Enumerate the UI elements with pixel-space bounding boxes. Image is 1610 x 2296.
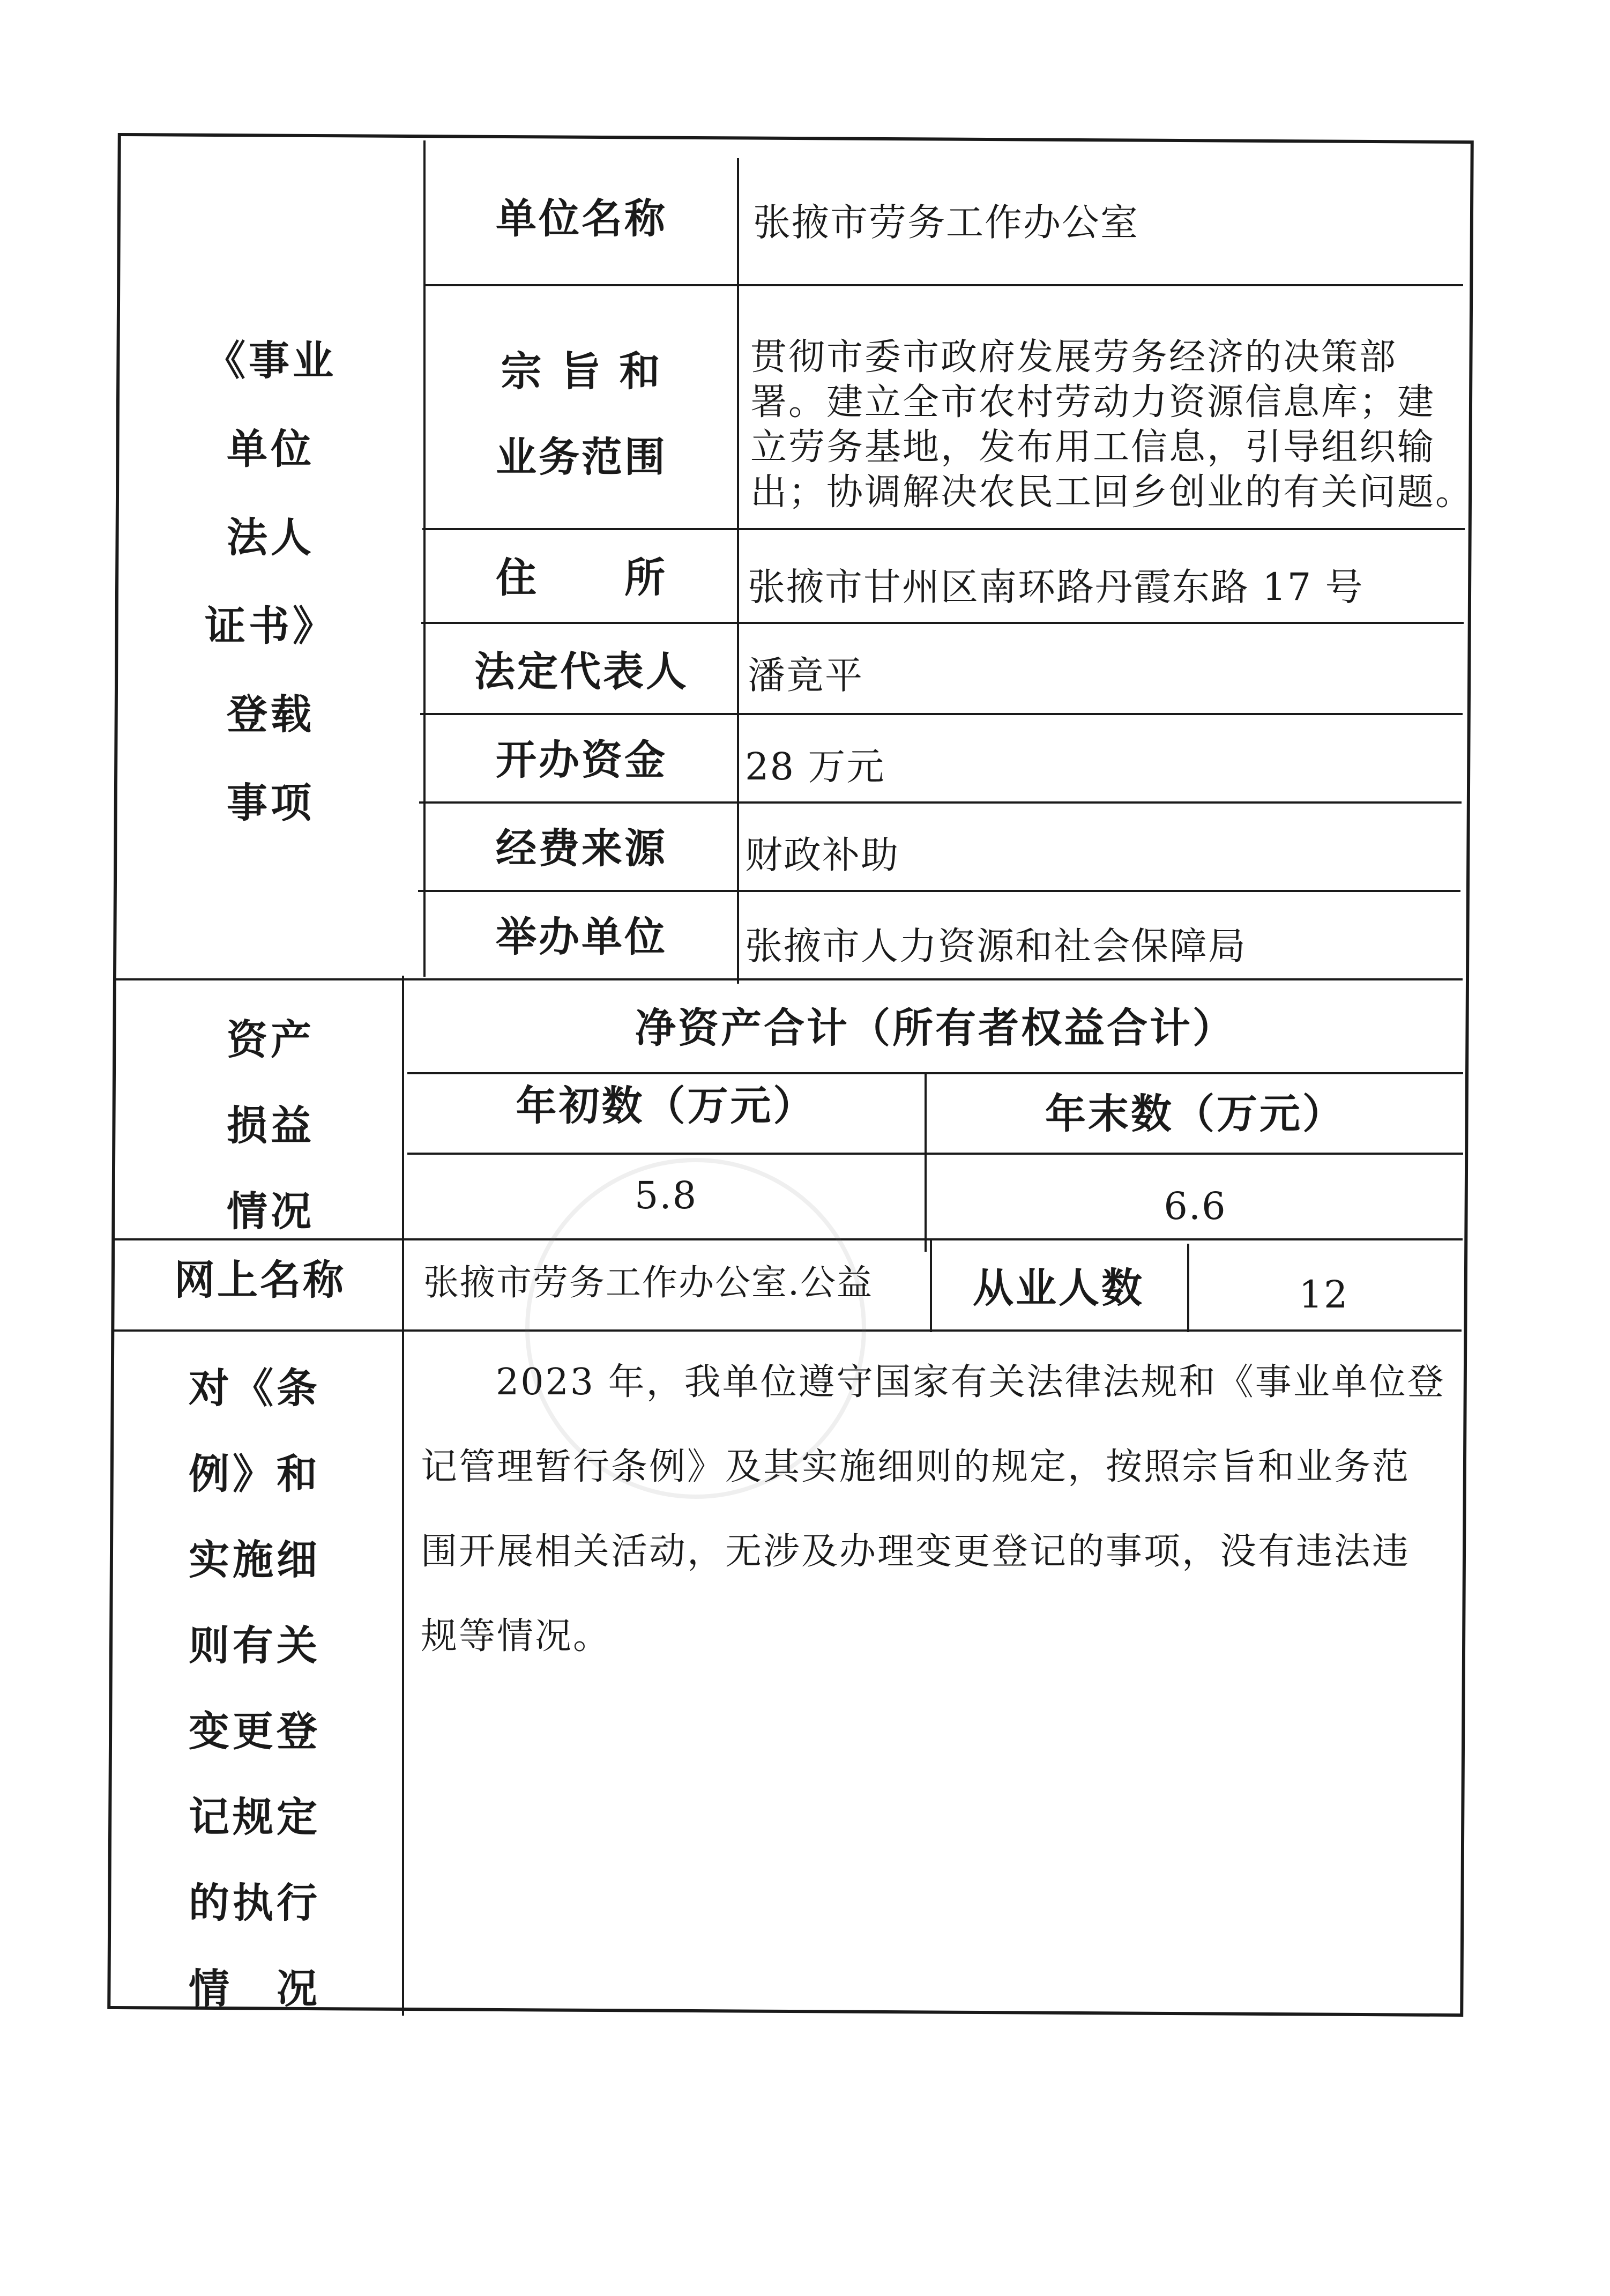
online-name-label: 网上名称 (174, 1256, 346, 1304)
address-value: 张掖市甘州区南环路丹霞东路 17 号 (748, 565, 1364, 609)
label-line: 记规定 (189, 1793, 320, 1841)
divider-online-mid (930, 1238, 932, 1332)
label-line: 资产 (227, 1016, 315, 1064)
end-year-value: 6.6 (1164, 1184, 1227, 1228)
staff-count-label: 从业人数 (973, 1264, 1144, 1312)
row-line-4 (420, 713, 1463, 715)
label-line: 例》和 (189, 1450, 320, 1498)
legal-rep-label: 法定代表人 (474, 648, 689, 695)
row-line-3 (421, 622, 1464, 624)
unit-name-value: 张掖市劳务工作办公室 (753, 200, 1139, 244)
divider-online-staff (1187, 1244, 1189, 1332)
label-line: 登载 (227, 690, 315, 738)
purpose-label-line2: 业务范围 (496, 433, 667, 481)
assets-section-label (139, 997, 402, 1254)
label-line: 情况 (227, 1187, 315, 1235)
end-year-label: 年末数（万元） (1045, 1090, 1345, 1138)
row-line-9 (407, 1153, 1463, 1155)
row-line-5 (419, 801, 1462, 804)
label-line: 单位 (227, 425, 315, 473)
purpose-line: 出；协调解决农民工回乡创业的有关问题。 (750, 471, 1474, 514)
online-name-value: 张掖市劳务工作办公室.公益 (423, 1262, 873, 1303)
capital-label: 开办资金 (496, 736, 667, 784)
label-line: 证书》 (205, 602, 337, 650)
label-line: 变更登 (189, 1707, 320, 1755)
begin-year-value: 5.8 (634, 1173, 698, 1217)
purpose-line: 贯彻市委市政府发展劳务经济的决策部 (750, 336, 1398, 378)
divider-left-column-bottom (402, 976, 404, 2016)
sponsor-value: 张掖市人力资源和社会保障局 (745, 924, 1247, 968)
label-line: 《事业 (205, 337, 337, 384)
capital-value: 28 万元 (745, 745, 885, 789)
label-line: 则有关 (189, 1622, 320, 1669)
compliance-line: 规等情况。 (421, 1615, 612, 1658)
row-line-7 (115, 978, 1463, 980)
purpose-line: 署。建立全市农村劳动力资源信息库；建 (750, 381, 1436, 423)
row-line-1 (423, 284, 1463, 286)
compliance-line: 2023 年，我单位遵守国家有关法律法规和《事业单位登 (496, 1361, 1445, 1403)
purpose-value (750, 335, 1473, 515)
purpose-label-line1: 宗 旨 和 (501, 347, 662, 395)
legal-rep-value: 潘竟平 (748, 653, 863, 697)
divider-label-value (737, 158, 739, 984)
funding-source-value: 财政补助 (745, 833, 899, 877)
row-line-2 (422, 528, 1465, 530)
faint-seal (525, 1158, 866, 1499)
label-line: 实施细 (189, 1536, 320, 1584)
registration-items-label (139, 316, 402, 847)
label-line: 情 况 (189, 1965, 320, 2012)
row-line-6 (418, 890, 1460, 892)
divider-left-column-top (423, 140, 426, 977)
begin-year-label: 年初数（万元） (516, 1082, 816, 1130)
purpose-line: 立劳务基地，发布用工信息，引导组织输 (750, 426, 1436, 469)
unit-name-label: 单位名称 (496, 195, 667, 242)
funding-source-label: 经费来源 (496, 824, 667, 872)
label-line: 的执行 (189, 1879, 320, 1927)
net-assets-header: 净资产合计（所有者权益合计） (635, 1004, 1235, 1052)
address-label: 住 所 (496, 554, 667, 601)
label-line: 损益 (227, 1102, 315, 1149)
label-line: 对《条 (189, 1364, 320, 1412)
divider-assets-mid (925, 1072, 927, 1252)
compliance-section-label (123, 1346, 386, 2032)
compliance-line: 围开展相关活动，无涉及办理变更登记的事项，没有违法违 (421, 1530, 1411, 1573)
sponsor-label: 举办单位 (496, 913, 667, 961)
staff-count-value: 12 (1299, 1273, 1349, 1317)
compliance-line: 记管理暂行条例》及其实施细则的规定，按照宗旨和业务范 (421, 1446, 1411, 1488)
label-line: 事项 (227, 779, 315, 827)
row-line-8 (407, 1072, 1463, 1074)
label-line: 法人 (227, 514, 315, 561)
